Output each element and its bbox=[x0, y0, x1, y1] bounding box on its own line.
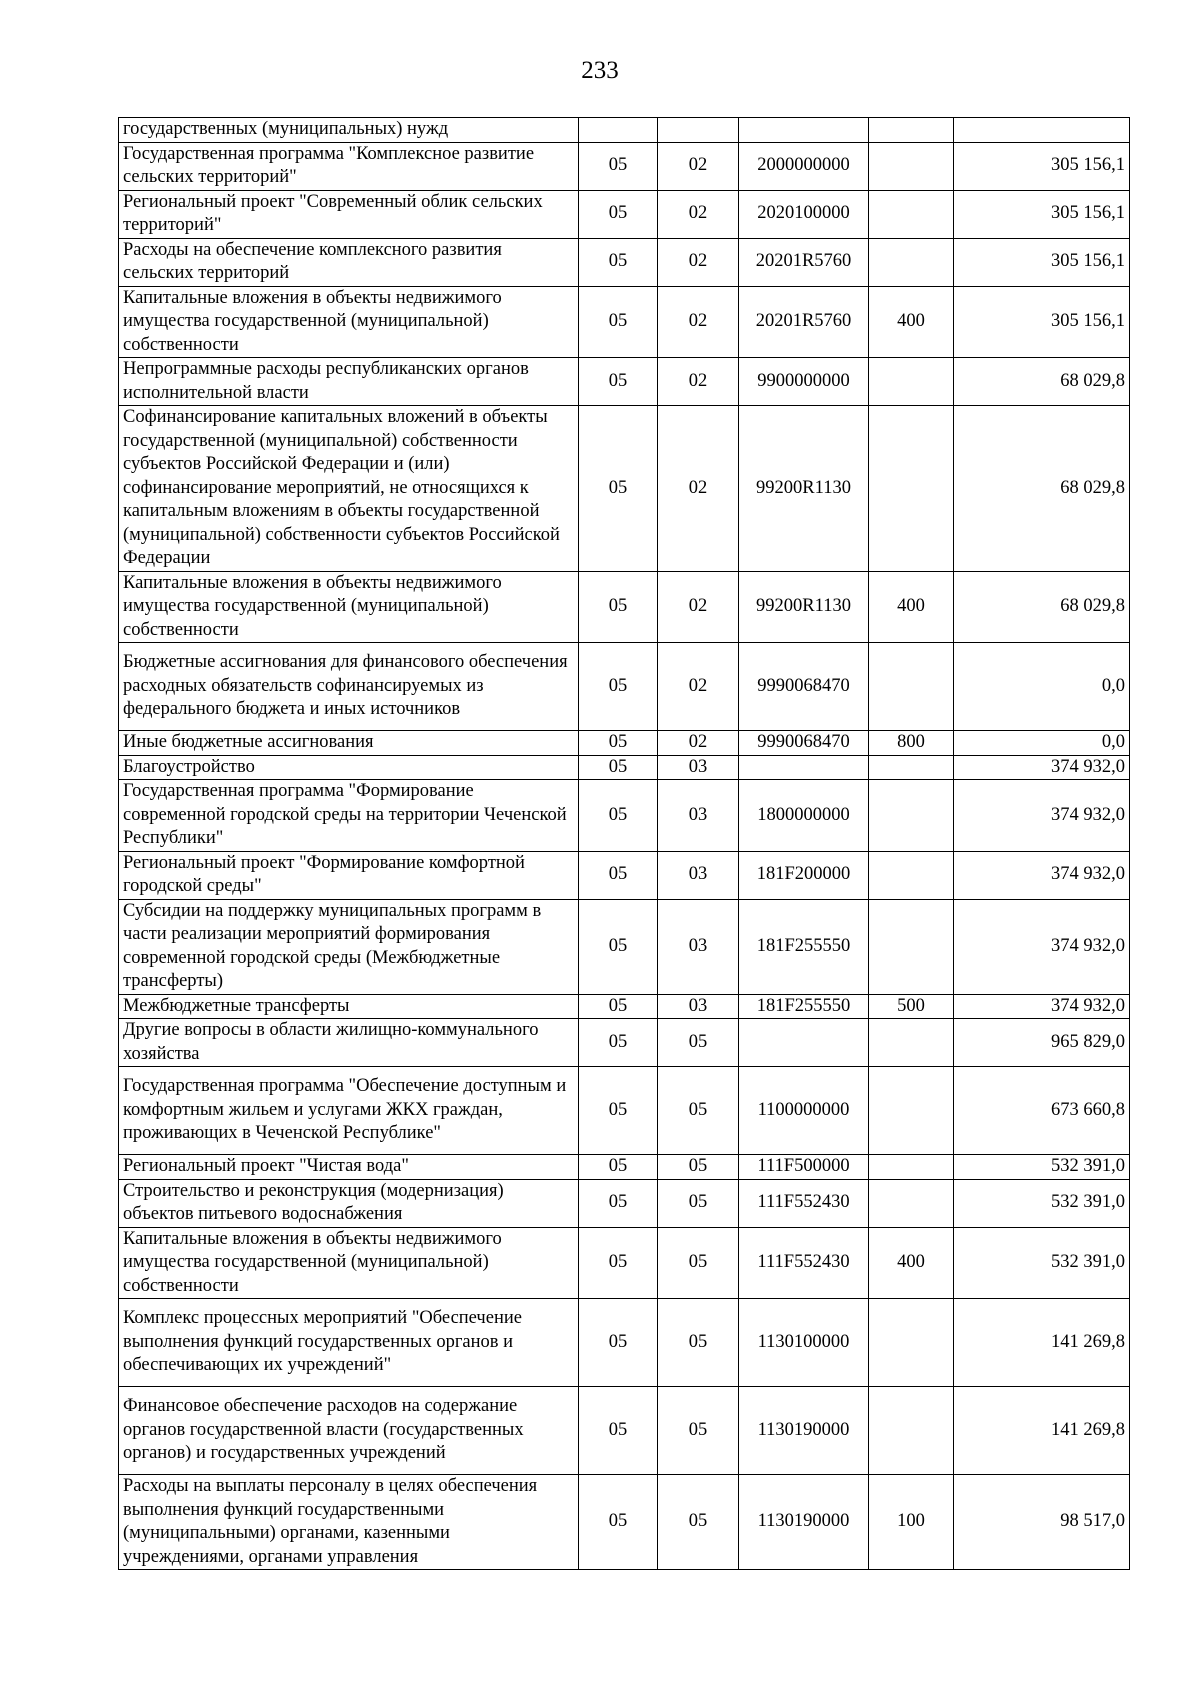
page-number: 233 bbox=[581, 57, 619, 84]
row-amount: 965 829,0 bbox=[954, 1019, 1130, 1067]
row-section-code: 05 bbox=[579, 899, 658, 994]
row-expense-type bbox=[869, 899, 954, 994]
table-row bbox=[119, 994, 1130, 1019]
row-expense-type: 400 bbox=[869, 571, 954, 643]
table-row bbox=[119, 571, 1130, 643]
row-name: Софинансирование капитальных вложений в объекты государственной (муниципальной) собственности субъектов Российской Федерации и (или) софинансирование мероприятий, не относящихся к капитальным вложениям в объекты государственной (муниципальной) собственности субъектов Российской Федерации bbox=[119, 406, 579, 572]
row-expense-type bbox=[869, 358, 954, 406]
table-row bbox=[119, 1155, 1130, 1180]
row-subsection-code: 03 bbox=[658, 755, 739, 780]
row-section-code: 05 bbox=[579, 286, 658, 358]
row-target-article: 1130190000 bbox=[739, 1475, 869, 1570]
row-target-article: 9990068470 bbox=[739, 643, 869, 731]
row-section-code: 05 bbox=[579, 1067, 658, 1155]
row-subsection-code: 02 bbox=[658, 142, 739, 190]
row-target-article: 9990068470 bbox=[739, 731, 869, 756]
row-target-article: 2020100000 bbox=[739, 190, 869, 238]
row-name: Региональный проект "Современный облик сельских территорий" bbox=[119, 190, 579, 238]
row-name: Расходы на выплаты персоналу в целях обеспечения выполнения функций государственными (муниципальными) органами, казенными учреждениями, органами управления bbox=[119, 1475, 579, 1570]
row-amount: 98 517,0 bbox=[954, 1475, 1130, 1570]
table-row bbox=[119, 899, 1130, 994]
row-name: Иные бюджетные ассигнования bbox=[119, 731, 579, 756]
row-subsection-code: 05 bbox=[658, 1179, 739, 1227]
row-section-code: 05 bbox=[579, 851, 658, 899]
budget-table bbox=[118, 117, 1130, 1570]
row-subsection-code: 02 bbox=[658, 238, 739, 286]
row-section-code: 05 bbox=[579, 406, 658, 572]
row-target-article: 1800000000 bbox=[739, 780, 869, 852]
row-expense-type: 400 bbox=[869, 286, 954, 358]
row-section-code: 05 bbox=[579, 755, 658, 780]
row-target-article: 99200R1130 bbox=[739, 406, 869, 572]
row-section-code: 05 bbox=[579, 190, 658, 238]
row-name: Благоустройство bbox=[119, 755, 579, 780]
row-expense-type bbox=[869, 643, 954, 731]
row-section-code: 05 bbox=[579, 1475, 658, 1570]
table-row bbox=[119, 238, 1130, 286]
row-subsection-code: 05 bbox=[658, 1019, 739, 1067]
row-section-code: 05 bbox=[579, 1227, 658, 1299]
row-expense-type bbox=[869, 755, 954, 780]
table-row bbox=[119, 358, 1130, 406]
row-subsection-code: 02 bbox=[658, 190, 739, 238]
row-name: Государственная программа "Обеспечение доступным и комфортным жильем и услугами ЖКХ граждан, проживающих в Чеченской Республике" bbox=[119, 1067, 579, 1155]
row-section-code: 05 bbox=[579, 1155, 658, 1180]
row-target-article: 181F255550 bbox=[739, 994, 869, 1019]
row-amount: 305 156,1 bbox=[954, 286, 1130, 358]
row-amount: 374 932,0 bbox=[954, 899, 1130, 994]
row-target-article: 20201R5760 bbox=[739, 286, 869, 358]
table-row bbox=[119, 406, 1130, 572]
table-row bbox=[119, 1019, 1130, 1067]
row-subsection-code: 03 bbox=[658, 851, 739, 899]
row-amount: 374 932,0 bbox=[954, 994, 1130, 1019]
row-section-code: 05 bbox=[579, 1019, 658, 1067]
row-expense-type: 800 bbox=[869, 731, 954, 756]
row-amount bbox=[954, 118, 1130, 143]
row-amount: 374 932,0 bbox=[954, 851, 1130, 899]
row-target-article: 181F200000 bbox=[739, 851, 869, 899]
row-name: Капитальные вложения в объекты недвижимого имущества государственной (муниципальной) собственности bbox=[119, 286, 579, 358]
row-target-article: 1130100000 bbox=[739, 1299, 869, 1387]
row-section-code: 05 bbox=[579, 780, 658, 852]
budget-table-body bbox=[119, 118, 1130, 1570]
row-amount: 305 156,1 bbox=[954, 142, 1130, 190]
row-amount: 374 932,0 bbox=[954, 780, 1130, 852]
row-subsection-code: 03 bbox=[658, 780, 739, 852]
row-name: Бюджетные ассигнования для финансового обеспечения расходных обязательств софинансируемых из федерального бюджета и иных источников bbox=[119, 643, 579, 731]
row-expense-type bbox=[869, 190, 954, 238]
row-target-article: 1130190000 bbox=[739, 1387, 869, 1475]
row-name: Государственная программа "Формирование современной городской среды на территории Чеченской Республики" bbox=[119, 780, 579, 852]
table-row bbox=[119, 643, 1130, 731]
row-subsection-code: 03 bbox=[658, 899, 739, 994]
row-target-article bbox=[739, 118, 869, 143]
row-name: государственных (муниципальных) нужд bbox=[119, 118, 579, 143]
table-row bbox=[119, 190, 1130, 238]
row-name: Субсидии на поддержку муниципальных программ в части реализации мероприятий формирования современной городской среды (Межбюджетные трансферты) bbox=[119, 899, 579, 994]
row-section-code: 05 bbox=[579, 358, 658, 406]
row-target-article: 181F255550 bbox=[739, 899, 869, 994]
row-section-code: 05 bbox=[579, 1179, 658, 1227]
row-expense-type bbox=[869, 1019, 954, 1067]
row-expense-type bbox=[869, 1387, 954, 1475]
row-expense-type bbox=[869, 1179, 954, 1227]
row-target-article bbox=[739, 755, 869, 780]
row-target-article: 1100000000 bbox=[739, 1067, 869, 1155]
row-name: Региональный проект "Формирование комфортной городской среды" bbox=[119, 851, 579, 899]
table-row bbox=[119, 780, 1130, 852]
table-row bbox=[119, 1387, 1130, 1475]
row-name: Расходы на обеспечение комплексного развития сельских территорий bbox=[119, 238, 579, 286]
row-name: Комплекс процессных мероприятий "Обеспечение выполнения функций государственных органов и обеспечивающих их учреждений" bbox=[119, 1299, 579, 1387]
row-expense-type bbox=[869, 406, 954, 572]
row-amount: 141 269,8 bbox=[954, 1299, 1130, 1387]
row-amount: 532 391,0 bbox=[954, 1227, 1130, 1299]
row-name: Капитальные вложения в объекты недвижимого имущества государственной (муниципальной) собственности bbox=[119, 1227, 579, 1299]
row-section-code: 05 bbox=[579, 1299, 658, 1387]
row-subsection-code: 02 bbox=[658, 358, 739, 406]
row-expense-type: 100 bbox=[869, 1475, 954, 1570]
row-expense-type bbox=[869, 118, 954, 143]
row-target-article: 9900000000 bbox=[739, 358, 869, 406]
row-subsection-code: 02 bbox=[658, 286, 739, 358]
row-amount: 305 156,1 bbox=[954, 190, 1130, 238]
row-subsection-code: 02 bbox=[658, 571, 739, 643]
row-subsection-code: 03 bbox=[658, 994, 739, 1019]
row-target-article: 99200R1130 bbox=[739, 571, 869, 643]
row-expense-type bbox=[869, 1155, 954, 1180]
table-row bbox=[119, 142, 1130, 190]
row-subsection-code: 05 bbox=[658, 1067, 739, 1155]
row-expense-type: 500 bbox=[869, 994, 954, 1019]
row-name: Другие вопросы в области жилищно-коммунального хозяйства bbox=[119, 1019, 579, 1067]
row-name: Непрограммные расходы республиканских органов исполнительной власти bbox=[119, 358, 579, 406]
row-amount: 305 156,1 bbox=[954, 238, 1130, 286]
table-row bbox=[119, 286, 1130, 358]
row-name: Государственная программа "Комплексное развитие сельских территорий" bbox=[119, 142, 579, 190]
row-target-article: 20201R5760 bbox=[739, 238, 869, 286]
row-subsection-code: 02 bbox=[658, 643, 739, 731]
row-target-article: 2000000000 bbox=[739, 142, 869, 190]
row-amount: 141 269,8 bbox=[954, 1387, 1130, 1475]
table-row bbox=[119, 731, 1130, 756]
row-amount: 0,0 bbox=[954, 643, 1130, 731]
row-subsection-code: 05 bbox=[658, 1475, 739, 1570]
row-amount: 673 660,8 bbox=[954, 1067, 1130, 1155]
row-expense-type bbox=[869, 780, 954, 852]
table-row bbox=[119, 118, 1130, 143]
row-target-article: 111F552430 bbox=[739, 1179, 869, 1227]
row-subsection-code: 02 bbox=[658, 406, 739, 572]
row-expense-type bbox=[869, 1067, 954, 1155]
row-name: Строительство и реконструкция (модернизация) объектов питьевого водоснабжения bbox=[119, 1179, 579, 1227]
row-expense-type bbox=[869, 238, 954, 286]
table-row bbox=[119, 755, 1130, 780]
table-row bbox=[119, 1227, 1130, 1299]
row-expense-type: 400 bbox=[869, 1227, 954, 1299]
row-section-code: 05 bbox=[579, 643, 658, 731]
row-section-code: 05 bbox=[579, 142, 658, 190]
row-section-code bbox=[579, 118, 658, 143]
row-subsection-code: 05 bbox=[658, 1227, 739, 1299]
row-subsection-code: 05 bbox=[658, 1155, 739, 1180]
row-amount: 532 391,0 bbox=[954, 1179, 1130, 1227]
table-row bbox=[119, 1299, 1130, 1387]
row-amount: 532 391,0 bbox=[954, 1155, 1130, 1180]
row-name: Региональный проект "Чистая вода" bbox=[119, 1155, 579, 1180]
row-amount: 68 029,8 bbox=[954, 358, 1130, 406]
row-amount: 68 029,8 bbox=[954, 406, 1130, 572]
table-row bbox=[119, 1475, 1130, 1570]
row-expense-type bbox=[869, 851, 954, 899]
row-amount: 374 932,0 bbox=[954, 755, 1130, 780]
row-target-article: 111F500000 bbox=[739, 1155, 869, 1180]
row-name: Финансовое обеспечение расходов на содержание органов государственной власти (государственных органов) и государственных учреждений bbox=[119, 1387, 579, 1475]
row-amount: 68 029,8 bbox=[954, 571, 1130, 643]
row-subsection-code: 02 bbox=[658, 731, 739, 756]
row-subsection-code: 05 bbox=[658, 1299, 739, 1387]
row-section-code: 05 bbox=[579, 238, 658, 286]
row-subsection-code: 05 bbox=[658, 1387, 739, 1475]
row-expense-type bbox=[869, 142, 954, 190]
table-row bbox=[119, 851, 1130, 899]
row-amount: 0,0 bbox=[954, 731, 1130, 756]
row-name: Капитальные вложения в объекты недвижимого имущества государственной (муниципальной) собственности bbox=[119, 571, 579, 643]
table-row bbox=[119, 1067, 1130, 1155]
row-name: Межбюджетные трансферты bbox=[119, 994, 579, 1019]
row-target-article bbox=[739, 1019, 869, 1067]
row-section-code: 05 bbox=[579, 994, 658, 1019]
row-section-code: 05 bbox=[579, 731, 658, 756]
row-section-code: 05 bbox=[579, 1387, 658, 1475]
row-expense-type bbox=[869, 1299, 954, 1387]
row-subsection-code bbox=[658, 118, 739, 143]
table-row bbox=[119, 1179, 1130, 1227]
row-target-article: 111F552430 bbox=[739, 1227, 869, 1299]
row-section-code: 05 bbox=[579, 571, 658, 643]
